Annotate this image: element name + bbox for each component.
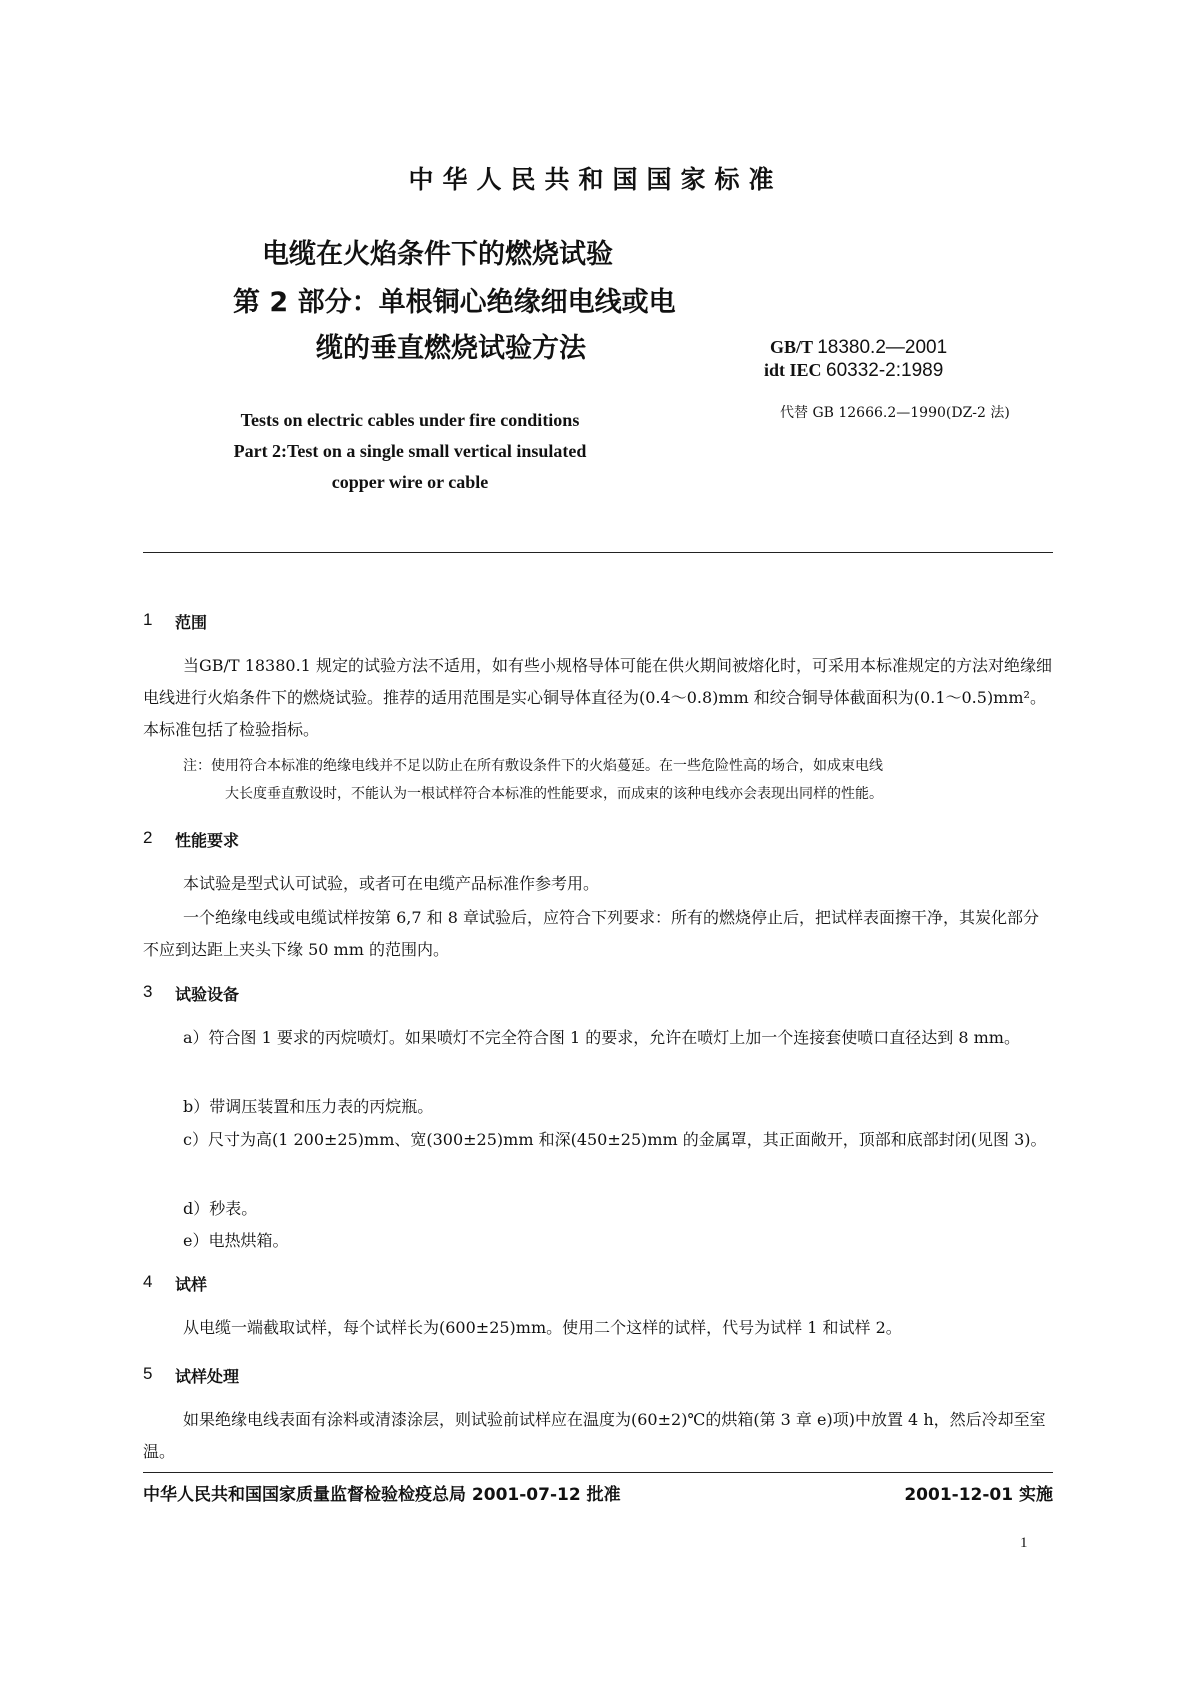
section-1-note [183,752,1053,808]
section-4-paragraph: 从电缆一端截取试样，每个试样长为(600±25)mm。使用二个这样的试样，代号为试样 1 和试样 2。 [183,1318,902,1337]
section-3-item-a: a）符合图 1 要求的丙烷喷灯。如果喷灯不完全符合图 1 的要求，允许在喷灯上加一个连接套使喷口直径达到 8 mm。 [183,1028,1020,1047]
section-4-title: 试样 [175,1275,208,1294]
section-5-paragraph: 如果绝缘电线表面有涂料或清漆涂层，则试验前试样应在温度为(60±2)℃的烘箱(第 3 章 e)项)中放置 4 h，然后冷却至室温。 [143,1410,1046,1461]
section-3-item-d: d）秒表。 [183,1199,258,1218]
section-4-number: 4 [143,1272,153,1291]
standard-code-prefix: GB/T [770,337,813,357]
title-cn-line3: 缆的垂直燃烧试验方法 [316,333,586,364]
effective-date: 2001-12-01 实施 [904,1485,1053,1505]
section-5-title: 试样处理 [175,1367,240,1386]
section-1-note-line1: 注：使用符合本标准的绝缘电线并不足以防止在所有敷设条件下的火焰蔓延。在一些危险性高的场合，如成束电线 [183,758,883,774]
national-standard-heading: 中华人民共和国国家标准 [408,165,783,194]
section-1-number: 1 [143,610,153,629]
section-3-title: 试验设备 [175,985,240,1004]
title-cn-line2: 第 2 部分：单根铜心绝缘细电线或电 [233,287,676,318]
standard-code-number: 18380.2—2001 [817,337,948,358]
page-number: 1 [1020,1535,1028,1551]
title-en-line1: Tests on electric cables under fire conditions [240,410,580,430]
idt-code-number: 60332-2:1989 [826,360,944,381]
section-3-item-c: c）尺寸为高(1 200±25)mm、宽(300±25)mm 和深(450±25)mm 的金属罩，其正面敞开，顶部和底部封闭(见图 3)。 [183,1130,1047,1149]
standard-code [770,337,947,359]
section-2-paragraph-1: 本试验是型式认可试验，或者可在电缆产品标准作参考用。 [183,874,600,893]
section-1-title: 范围 [175,613,208,632]
footer-divider [143,1472,1053,1473]
header-divider [143,552,1053,553]
section-2-paragraph-2: 一个绝缘电线或电缆试样按第 6,7 和 8 章试验后，应符合下列要求：所有的燃烧停止后，把试样表面擦干净，其炭化部分不应到达距上夹头下缘 50 mm 的范围内。 [143,908,1039,959]
section-2-number: 2 [143,828,153,847]
section-3-item-b: b）带调压装置和压力表的丙烷瓶。 [183,1097,434,1116]
title-en-line3: copper wire or cable [331,472,489,492]
title-en-line2: Part 2:Test on a single small vertical insulated [233,441,587,461]
title-cn-line1: 电缆在火焰条件下的燃烧试验 [262,239,613,270]
section-3-item-e: e）电热烘箱。 [183,1231,289,1250]
section-1-paragraph: 当GB/T 18380.1 规定的试验方法不适用，如有些小规格导体可能在供火期间被熔化时，可采用本标准规定的方法对绝缘细电线进行火焰条件下的燃烧试验。推荐的适用范围是实心铜导体直径为(0.4～0.8)mm 和绞合铜导体截面积为(0.1～0.5)mm²。本标准包括了检验指标。 [143,656,1052,739]
section-1-note-line2: 大长度垂直敷设时，不能认为一根试样符合本标准的性能要求，而成束的该种电线亦会表现出同样的性能。 [225,786,883,802]
section-5-number: 5 [143,1364,153,1383]
approval-statement: 中华人民共和国国家质量监督检验检疫总局 2001-07-12 批准 [143,1485,621,1505]
idt-code [764,360,943,382]
section-3-number: 3 [143,982,153,1001]
idt-code-prefix: idt IEC [764,360,822,380]
replaces-standard: 代替 GB 12666.2—1990(DZ-2 法) [780,405,1010,421]
section-2-title: 性能要求 [175,831,240,850]
